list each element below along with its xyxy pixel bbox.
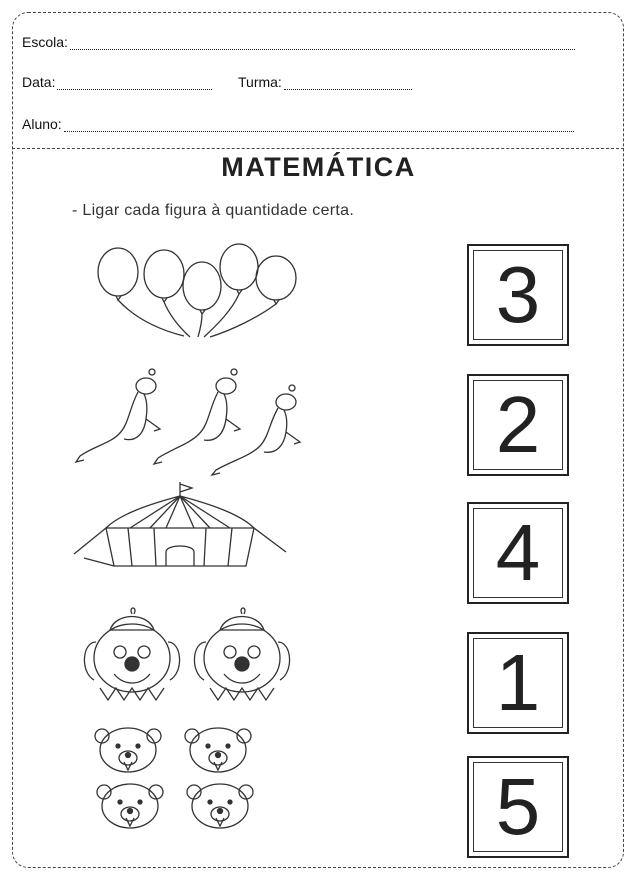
- seals-group[interactable]: [74, 364, 306, 476]
- bear-face-icon: [185, 728, 251, 772]
- data-label: Data:: [22, 74, 56, 90]
- number-box-4[interactable]: [467, 632, 569, 734]
- turma-label: Turma:: [238, 74, 282, 90]
- balloon-icon: [204, 244, 258, 337]
- aluno-label: Aluno:: [22, 116, 62, 132]
- aluno-field[interactable]: [22, 116, 574, 132]
- seal-icon: [76, 369, 160, 462]
- header-divider: [12, 148, 624, 149]
- balloons-group[interactable]: [92, 240, 302, 340]
- circus-tent-icon[interactable]: [70, 480, 290, 576]
- balloon-icon: [98, 248, 184, 336]
- number-box-3[interactable]: [467, 502, 569, 604]
- escola-line: [70, 37, 575, 50]
- bear-face-icon: [97, 784, 163, 828]
- escola-field[interactable]: [22, 34, 575, 50]
- number-box-1[interactable]: [467, 244, 569, 346]
- turma-field[interactable]: [238, 74, 412, 90]
- clown-face-icon: [194, 608, 289, 700]
- clown-face-icon: [84, 608, 179, 700]
- bear-face-icon: [95, 728, 161, 772]
- number-box-2[interactable]: [467, 374, 569, 476]
- bears-group[interactable]: [92, 724, 262, 834]
- number-label: 5: [473, 762, 563, 852]
- data-field[interactable]: [22, 74, 212, 90]
- turma-line: [284, 77, 412, 90]
- escola-label: Escola:: [22, 34, 68, 50]
- clowns-group[interactable]: [76, 602, 292, 706]
- page-title: MATEMÁTICA: [221, 152, 416, 182]
- number-label: 3: [473, 250, 563, 340]
- bear-face-icon: [187, 784, 253, 828]
- balloon-icon: [210, 256, 296, 337]
- instruction-text: - Ligar cada figura à quantidade certa.: [72, 202, 355, 219]
- number-label: 1: [473, 638, 563, 728]
- number-label: 4: [473, 508, 563, 598]
- aluno-line: [64, 119, 574, 132]
- number-label: 2: [473, 380, 563, 470]
- number-box-5[interactable]: [467, 756, 569, 858]
- data-line: [57, 77, 212, 90]
- seal-icon: [154, 369, 240, 464]
